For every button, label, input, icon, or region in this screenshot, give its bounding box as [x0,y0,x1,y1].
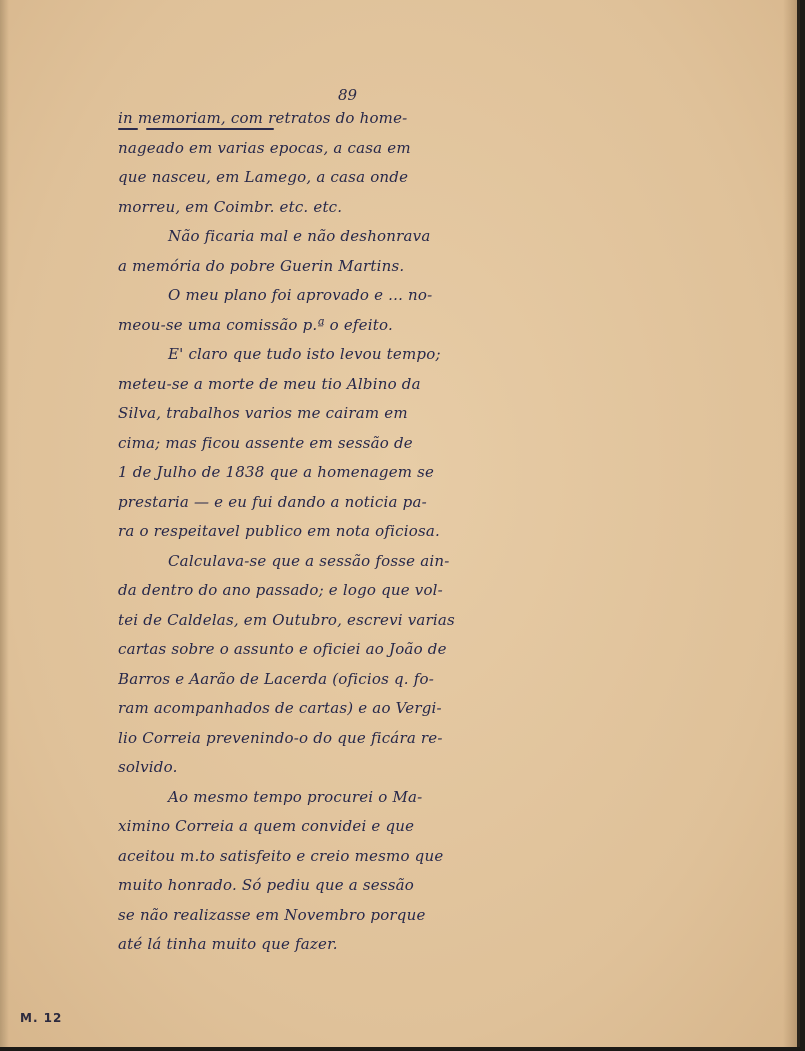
handwritten-text-block [118,104,598,960]
text-line: 1 de Julho de 1838 que a homenagem se [118,463,435,481]
archive-mark: M. 12 [20,1011,63,1025]
text-line: a memória do pobre Guerin Martins. [118,256,405,275]
text-line: ra o respeitavel publico em nota oficiosa. [118,522,440,540]
text-line: da dentro do ano passado; e logo que vol- [118,581,443,599]
text-line: cartas sobre o assunto e oficiei ao João de [118,640,447,658]
text-line: Silva, trabalhos varios me cairam em [118,404,408,422]
text-line: nageado em varias epocas, a casa em [118,138,411,157]
text-line: in memoriam, com retratos do home- [118,109,408,127]
text-line: Ao mesmo tempo procurei o Ma- [168,787,423,806]
text-line: morreu, em Coimbr. etc. etc. [118,197,343,216]
text-line: se não realizasse em Novembro porque [118,905,426,924]
text-line: ximino Correia a quem convidei e que [118,817,415,835]
text-line: meteu-se a morte de meu tio Albino da [118,374,421,393]
text-line: tei de Caldelas, em Outubro, escrevi varias [118,610,455,629]
page-gutter-shadow [0,0,9,1047]
text-line: ram acompanhados de cartas) e ao Vergi- [118,699,442,717]
text-line: cima; mas ficou assente em sessão de [118,433,413,452]
text-line: muito honrado. Só pediu que a sessão [118,876,415,894]
text-line: Barros e Aarão de Lacerda (oficios q. fo- [118,669,434,688]
text-line: Não ficaria mal e não deshonrava [168,227,431,245]
underline-mark [118,128,138,130]
text-line: E' claro que tudo isto levou tempo; [168,345,441,363]
text-line: prestaria — e eu fui dando a noticia pa- [118,492,427,511]
text-line: aceitou m.to satisfeito e creio mesmo que [118,846,444,865]
text-line: lio Correia prevenindo-o do que ficára re- [118,728,443,747]
text-line: solvido. [118,758,178,776]
text-line: até lá tinha muito que fazer. [118,935,338,953]
text-line: meou-se uma comissão p.ª o efeito. [118,315,393,334]
page-edge-shadow [783,0,797,1047]
text-line: O meu plano foi aprovado e ... no- [168,286,433,304]
text-line: Calculava-se que a sessão fosse ain- [168,551,450,570]
text-line: que nasceu, em Lamego, a casa onde [118,168,409,186]
page-number: 89 [338,86,358,104]
underline-mark [146,128,274,130]
